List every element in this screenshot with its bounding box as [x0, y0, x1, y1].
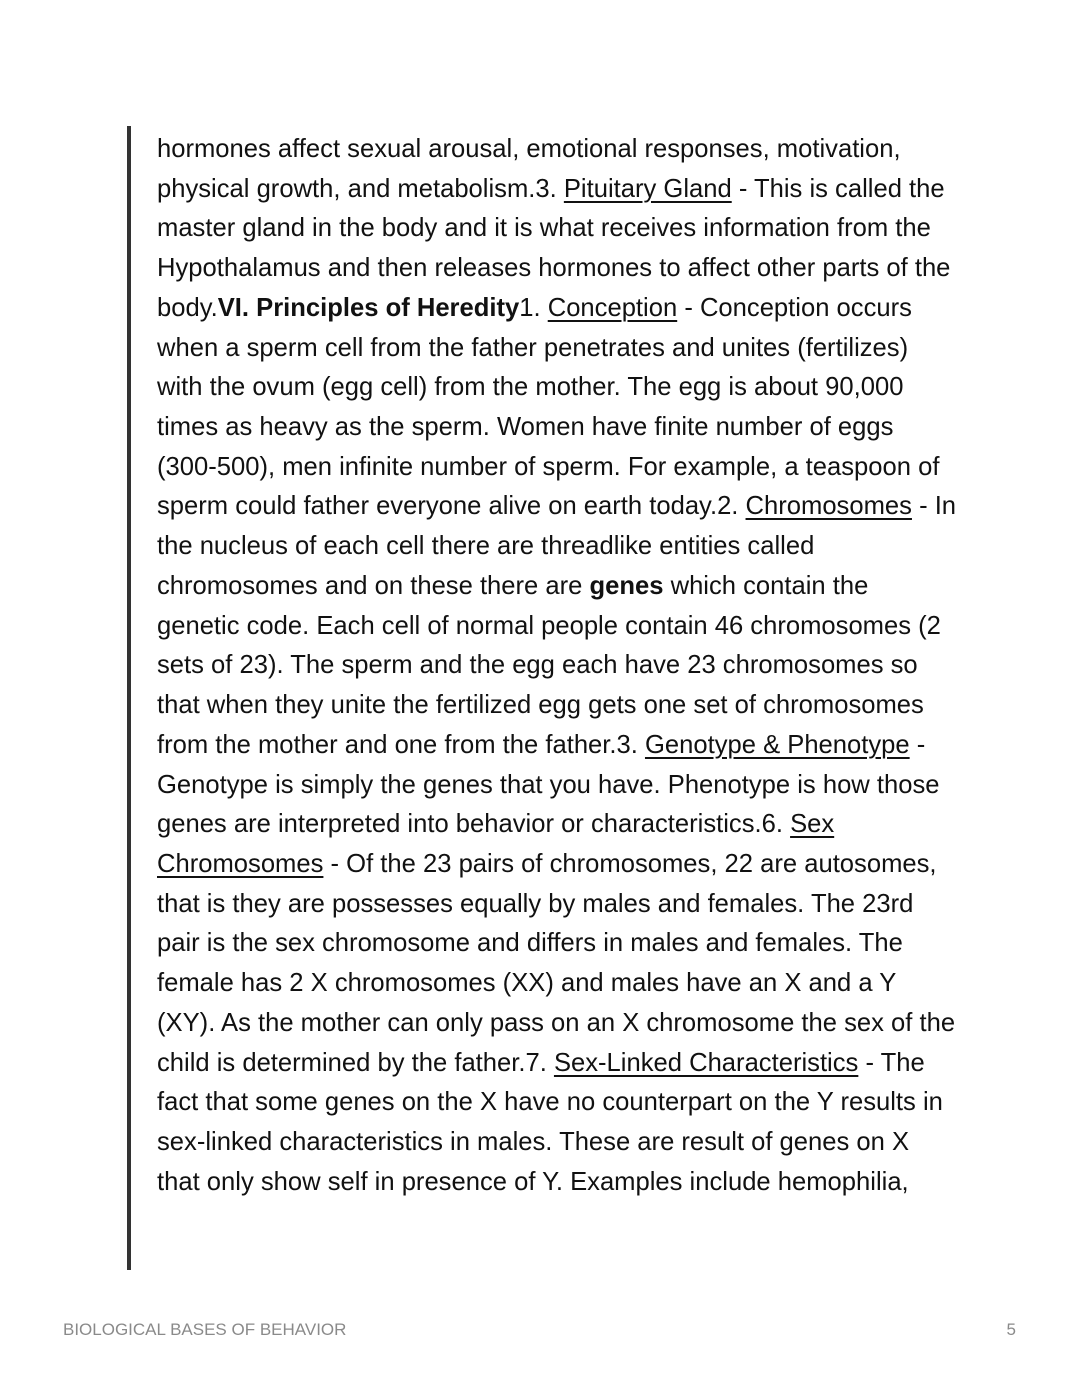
term-genes-bold: genes: [589, 571, 664, 600]
term-genotype-phenotype: Genotype & Phenotype: [644, 730, 910, 759]
text-segment: - Genotype is simply the genes that you have. Phenotype is how those genes are interpreted into behavior or characteristics.6.: [157, 730, 940, 839]
text-segment: - This is called the master gland in the body and it is what receives information from the Hypothalamus and then releases hormones to affect other parts of the body.: [157, 174, 951, 322]
blockquote: [127, 126, 957, 1270]
text-segment: - Of the 23 pairs of chromosomes, 22 are autosomes, that is they are possesses equally by males and females. The 23rd pair is the sex chromosome and differs in males and females. The female has 2 X chromosomes (XX) and males have an X and a Y (XY). As the mother can only pass on an X chromosome the sex of the child is determined by the father.7.: [157, 849, 956, 1077]
term-conception: Conception: [547, 293, 678, 322]
term-sex-linked-characteristics: Sex-Linked Characteristics: [553, 1048, 859, 1077]
text-segment: 1.: [519, 293, 548, 322]
term-chromosomes: Chromosomes: [745, 492, 912, 521]
term-sex-chromosomes: Sex Chromosomes: [157, 810, 835, 878]
text-segment: - The fact that some genes on the X have no counterpart on the Y results in sex-linked characteristics in males. These are result of genes on X that only show self in presence of Y. Examples include hemophilia,: [157, 1048, 943, 1196]
footer-document-title: BIOLOGICAL BASES OF BEHAVIOR: [63, 1320, 347, 1339]
term-pituitary-gland: Pituitary Gland: [563, 174, 732, 203]
footer-page-number: 5: [1006, 1320, 1016, 1339]
text-segment: hormones affect sexual arousal, emotional responses, motivation, physical growth, and metabolism.3.: [157, 135, 901, 203]
body-paragraph: [157, 130, 957, 1202]
text-segment: which contain the genetic code. Each cell of normal people contain 46 chromosomes (2 sets of 23). The sperm and the egg each have 23 chromosomes so that when they unite the fertilized egg gets one set of chromosomes from the mother and one from the father.3.: [157, 571, 941, 759]
section-heading: VI. Principles of Heredity: [217, 293, 520, 322]
text-segment: - Conception occurs when a sperm cell from the father penetrates and unites (fertilizes) with the ovum (egg cell) from the mother. The egg is about 90,000 times as heavy as the sperm. Women have finite number of eggs (300-500), men infinite number of sperm. For example, a teaspoon of sperm could father everyone alive on earth today.2.: [157, 293, 940, 521]
text-segment: - In the nucleus of each cell there are threadlike entities called chromosomes and on these there are: [157, 492, 957, 600]
